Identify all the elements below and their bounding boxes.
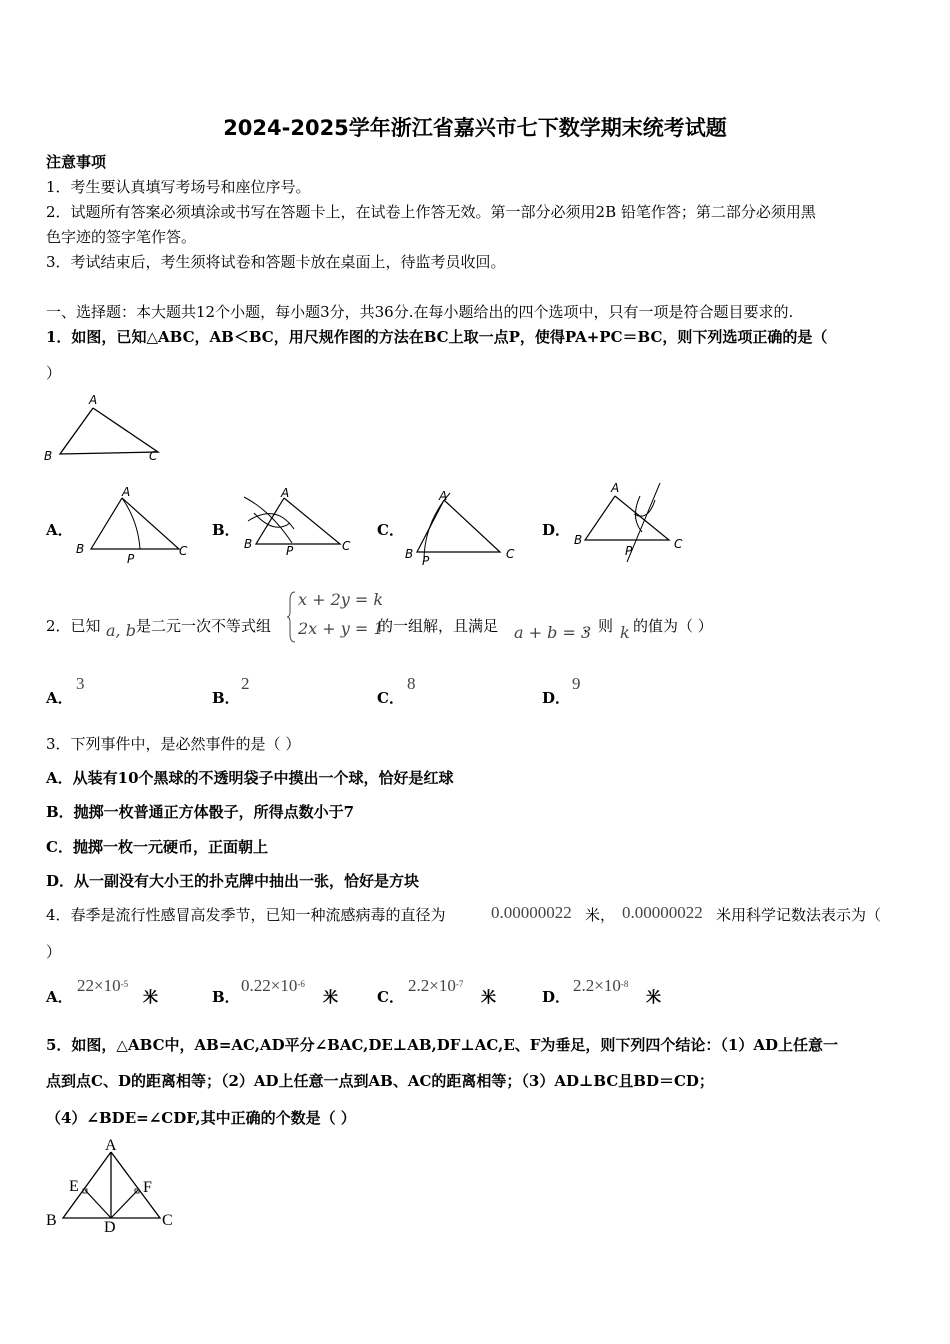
label-b: B <box>244 537 253 551</box>
q2-option-a-value: 3 <box>76 674 85 693</box>
q3-option-c: C．抛掷一枚一元硬币，正面朝上 <box>46 838 268 856</box>
label-p: P <box>625 544 633 558</box>
q3-option-a: A．从装有10个黑球的不透明袋子中摸出一个球，恰好是红球 <box>46 769 454 787</box>
q4-option-d-unit: 米 <box>646 988 662 1006</box>
q1-figure-c <box>402 483 532 568</box>
q2-option-c-label: C． <box>377 689 404 707</box>
label-d: D <box>104 1219 116 1236</box>
q2-eq2: 2x + y = 1 <box>298 619 384 638</box>
q4-option-d-value: $2.2\times 10^{-8}$ <box>573 976 629 995</box>
q2-option-d-label: D． <box>542 689 571 707</box>
label-c: C <box>674 537 683 551</box>
label-c: C <box>179 544 188 558</box>
q4-option-a-label: A． <box>46 988 73 1006</box>
notice-item-2-cont: 色字迹的签字笔作答。 <box>46 228 197 246</box>
label-a: A <box>122 485 131 499</box>
q5-figure <box>42 1134 182 1238</box>
q1-option-a: A． <box>46 521 73 539</box>
q4-stem-cont: ） <box>46 943 62 961</box>
q2-mid: 是二元一次不等式组 <box>136 617 272 635</box>
q2-option-b-value: 2 <box>241 674 250 693</box>
label-c: C <box>342 539 351 553</box>
label-b: B <box>76 542 85 556</box>
label-a: A <box>611 481 620 495</box>
label-c: C <box>162 1212 173 1229</box>
label-e: E <box>69 1178 79 1195</box>
q2-condition: a + b = 3 <box>514 623 592 642</box>
q2-suffix: 的值为（ ） <box>633 617 713 635</box>
label-b: B <box>405 547 414 561</box>
notice-item-1: 1．考生要认真填写考场号和座位序号。 <box>46 178 311 196</box>
q4-stem-part1: 4．春季是流行性感冒高发季节，已知一种流感病毒的直径为 <box>46 906 446 924</box>
label-b: B <box>46 1212 57 1229</box>
q5-stem-cont2: （4）∠BDE=∠CDF,其中正确的个数是（ ） <box>46 1109 356 1127</box>
notice-item-2: 2．试题所有答案必须填涂或书写在答题卡上，在试卷上作答无效。第一部分必须用2B 铅笔作答；第二部分必须用黑 <box>46 203 816 221</box>
q1-figure-d <box>570 478 700 568</box>
q4-option-b-value: $0.22\times 10^{-6}$ <box>241 976 305 995</box>
q4-option-c-label: C． <box>377 988 404 1006</box>
q4-stem-part3: 米用科学记数法表示为（ <box>716 906 882 924</box>
label-p: P <box>286 544 294 558</box>
q4-option-c-value: $2.2\times 10^{-7}$ <box>408 976 464 995</box>
q2-mid2: 的一组解，且满足 <box>378 617 499 635</box>
q1-stem-cont: ） <box>46 364 62 382</box>
q2-eq1: x + 2y = k <box>298 590 384 609</box>
label-p: P <box>127 552 135 566</box>
label-a: A <box>281 486 290 500</box>
q1-option-b: B． <box>212 521 240 539</box>
q2-prefix: 2．已知 <box>46 617 101 635</box>
q4-option-a-value: $22\times 10^{-5}$ <box>77 976 129 995</box>
q5-stem: 5．如图，△ABC中，AB=AC,AD平分∠BAC,DE⊥AB,DF⊥AC,E、F为垂足，则下列四个结论：（1）AD上任意一 <box>46 1036 838 1054</box>
q4-option-d-label: D． <box>542 988 571 1006</box>
q4-option-b-unit: 米 <box>323 988 339 1006</box>
label-f: F <box>143 1179 152 1196</box>
notice-heading: 注意事项 <box>46 153 107 171</box>
q2-mid3: ，则 <box>583 617 614 635</box>
q4-number-1: 0.00000022 <box>491 903 572 922</box>
q2-ab: a, b <box>106 621 136 640</box>
q4-option-c-unit: 米 <box>481 988 497 1006</box>
q2-option-d-value: 9 <box>572 674 581 693</box>
q2-option-c-value: 8 <box>407 674 416 693</box>
label-b: B <box>574 533 583 547</box>
q2-option-b-label: B． <box>212 689 240 707</box>
label-a: A <box>439 489 448 503</box>
page-title: 2024-2025学年浙江省嘉兴市七下数学期末统考试题 <box>223 116 727 140</box>
q2-brace <box>287 590 297 644</box>
q3-stem: 3．下列事件中，是必然事件的是（ ） <box>46 735 301 753</box>
label-c: C <box>506 547 515 561</box>
q4-number-2: 0.00000022 <box>622 903 703 922</box>
label-b: B <box>44 449 53 463</box>
notice-item-3: 3．考试结束后，考生须将试卷和答题卡放在桌面上，待监考员收回。 <box>46 253 506 271</box>
q1-option-d: D． <box>542 521 571 539</box>
q4-option-b-label: B． <box>212 988 240 1006</box>
q1-figure-b <box>236 483 366 568</box>
q2-option-a-label: A． <box>46 689 73 707</box>
q1-figure-a <box>72 483 202 568</box>
q3-option-b: B．抛掷一枚普通正方体骰子，所得点数小于7 <box>46 803 355 821</box>
q5-stem-cont1: 点到点C、D的距离相等；（2）AD上任意一点到AB、AC的距离相等；（3）AD⊥BC且BD＝CD； <box>46 1072 714 1090</box>
q1-main-triangle <box>40 388 170 468</box>
label-p: P <box>422 554 430 568</box>
q4-option-a-unit: 米 <box>143 988 159 1006</box>
label-a: A <box>89 393 98 407</box>
q1-stem: 1．如图，已知△ABC，AB＜BC，用尺规作图的方法在BC上取一点P，使得PA+PC＝BC，则下列选项正确的是（ <box>46 328 828 346</box>
q2-k: k <box>620 623 630 642</box>
label-c: C <box>149 449 158 463</box>
q4-stem-part2: 米， <box>585 906 616 924</box>
label-a: A <box>105 1137 117 1154</box>
section-heading: 一、选择题：本大题共12个小题，每小题3分，共36分.在每小题给出的四个选项中，只有一项是符合题目要求的. <box>46 303 794 321</box>
q3-option-d: D．从一副没有大小王的扑克牌中抽出一张，恰好是方块 <box>46 872 420 890</box>
q1-option-c: C． <box>377 521 404 539</box>
